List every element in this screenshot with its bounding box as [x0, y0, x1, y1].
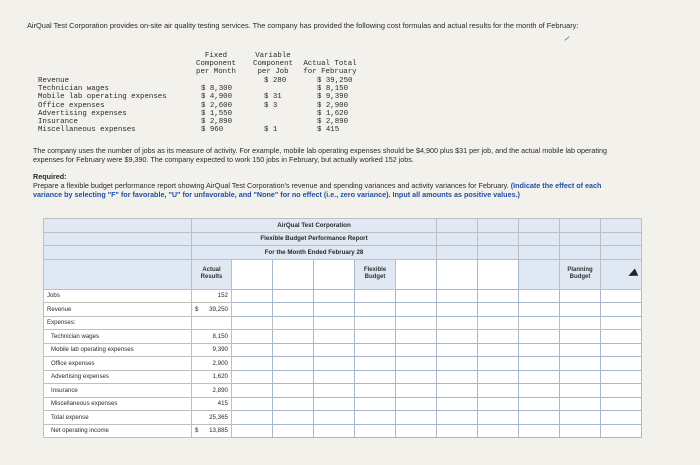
cell-input[interactable] [232, 303, 273, 317]
variable-header: Variable Component per Job [253, 52, 293, 77]
cell-input[interactable] [601, 330, 642, 344]
cell-input[interactable] [560, 330, 601, 344]
required-section [33, 172, 623, 199]
cell-input[interactable] [519, 424, 560, 438]
cell-input[interactable] [355, 289, 396, 303]
cell-input[interactable] [232, 330, 273, 344]
row-label-wages: Technician wages [44, 330, 192, 344]
cell-input[interactable] [478, 343, 519, 357]
cell-input[interactable] [478, 397, 519, 411]
cell-input[interactable] [601, 357, 642, 371]
cell-input[interactable] [273, 303, 314, 317]
cell-input[interactable] [560, 397, 601, 411]
cell-input[interactable] [519, 343, 560, 357]
performance-report-table [43, 218, 642, 438]
cell-input[interactable] [519, 370, 560, 384]
cell-input[interactable] [355, 397, 396, 411]
cell-input[interactable] [232, 384, 273, 398]
cell-input[interactable] [601, 411, 642, 425]
cell-input[interactable] [601, 303, 642, 317]
cell-input[interactable] [560, 424, 601, 438]
cell-input[interactable] [437, 357, 478, 371]
cell-input[interactable] [232, 289, 273, 303]
cell-input[interactable] [273, 330, 314, 344]
cell-input[interactable] [355, 424, 396, 438]
intro-text: AirQual Test Corporation provides on-site air quality testing services. The company has provided the following cost formulas and actual results for the month of February: [27, 21, 579, 30]
cell-input[interactable] [396, 411, 437, 425]
cell-input[interactable] [355, 303, 396, 317]
cell-input[interactable] [601, 370, 642, 384]
cell-input[interactable] [273, 384, 314, 398]
row-label-insurance: Insurance [44, 384, 192, 398]
report-period: For the Month Ended February 28 [192, 246, 437, 260]
cell-input[interactable] [273, 289, 314, 303]
cell-input[interactable] [560, 370, 601, 384]
cell-input[interactable] [232, 357, 273, 371]
cell-input[interactable] [232, 397, 273, 411]
cell-input[interactable] [519, 330, 560, 344]
cell-input[interactable] [478, 330, 519, 344]
row-label-revenue: Revenue [44, 303, 192, 317]
row-label-net-income: Net operating income [44, 424, 192, 438]
cell-input[interactable] [560, 343, 601, 357]
cell-input[interactable] [519, 303, 560, 317]
cell-input[interactable] [560, 303, 601, 317]
formula-labels: Revenue Technician wages Mobile lab operating expenses Office expenses Advertising expenses Insurance Miscellaneous expenses [38, 77, 167, 135]
cell-input[interactable] [273, 411, 314, 425]
fixed-values: $ 8,300 $ 4,900 $ 2,600 $ 1,550 $ 2,890 $ 960 [201, 85, 233, 135]
row-label-expenses: Expenses: [44, 316, 192, 330]
fixed-header: Fixed Component per Month [196, 52, 236, 77]
cell-input[interactable] [437, 384, 478, 398]
cell-input[interactable] [478, 303, 519, 317]
cell-input[interactable] [232, 343, 273, 357]
cell-input[interactable] [478, 289, 519, 303]
dollar-sign: $ [195, 305, 199, 313]
required-text: Prepare a flexible budget performance report showing AirQual Test Corporation's revenue and spending variances and activity variances for February. [33, 181, 509, 190]
cell-input[interactable] [601, 343, 642, 357]
variance-label-input[interactable] [478, 259, 519, 289]
actual-net-income: 13,885 [209, 427, 228, 435]
cell-input[interactable] [396, 343, 437, 357]
cell-input[interactable] [560, 289, 601, 303]
cell-input[interactable] [314, 357, 355, 371]
cell-input[interactable] [396, 289, 437, 303]
actual-advertising: 1,620 [192, 370, 232, 384]
cell-input[interactable] [396, 424, 437, 438]
cell-input[interactable] [519, 357, 560, 371]
cell-input[interactable] [437, 330, 478, 344]
row-label-total: Total expense [44, 411, 192, 425]
cell-input[interactable] [355, 370, 396, 384]
cell-input[interactable] [601, 384, 642, 398]
explanation-text: The company uses the number of jobs as its measure of activity. For example, mobile lab operating expenses should be $4,900 plus $31 per job, and the actual mobile lab operating expenses for February were $9,390. The company expected to work 150 jobs in February, but actually worked 152 jobs. [33, 146, 608, 164]
cell-input[interactable] [437, 303, 478, 317]
cell-input[interactable] [314, 424, 355, 438]
actual-wages: 8,150 [192, 330, 232, 344]
actual-total: 25,365 [192, 411, 232, 425]
cell-input[interactable] [437, 289, 478, 303]
actual-insurance: 2,890 [192, 384, 232, 398]
row-label-jobs: Jobs [44, 289, 192, 303]
cell-input[interactable] [437, 370, 478, 384]
cell-input[interactable] [396, 370, 437, 384]
pen-mark-icon [564, 36, 569, 41]
cell-input[interactable] [437, 343, 478, 357]
cell-input[interactable] [355, 357, 396, 371]
actual-mobile: 9,390 [192, 343, 232, 357]
report-title: AirQual Test Corporation [192, 219, 437, 233]
cell-input[interactable] [273, 343, 314, 357]
cell-input[interactable] [314, 343, 355, 357]
cell-input[interactable] [314, 303, 355, 317]
actual-office: 2,900 [192, 357, 232, 371]
cell-input[interactable] [519, 289, 560, 303]
row-label-mobile: Mobile lab operating expenses [44, 343, 192, 357]
variance-label-input[interactable] [437, 259, 478, 289]
required-instruction: (Indicate the effect of each variance by selecting "F" for favorable, "U" for unfavorable, and "None" for no effect (i.e., zero variance). Input all amounts as positive values.) [33, 181, 602, 199]
cell-input[interactable] [232, 370, 273, 384]
actual-jobs: 152 [192, 289, 232, 303]
cell-input[interactable] [396, 303, 437, 317]
cell-input[interactable] [355, 330, 396, 344]
cell-input[interactable] [478, 411, 519, 425]
row-label-office: Office expenses [44, 357, 192, 371]
actual-misc: 415 [192, 397, 232, 411]
cell-input[interactable] [273, 397, 314, 411]
cell-input[interactable] [519, 397, 560, 411]
cell-input[interactable] [478, 370, 519, 384]
cell-input[interactable] [601, 289, 642, 303]
variance-label-input[interactable] [314, 259, 355, 289]
cell-input[interactable] [478, 357, 519, 371]
cell-input[interactable] [314, 289, 355, 303]
cell-input[interactable] [355, 384, 396, 398]
cell-input[interactable] [273, 370, 314, 384]
cell-input[interactable] [601, 424, 642, 438]
cell-input[interactable] [273, 424, 314, 438]
cell-input[interactable] [519, 384, 560, 398]
variance-label-input[interactable] [396, 259, 437, 289]
cell-input[interactable] [437, 411, 478, 425]
cell-input[interactable] [437, 397, 478, 411]
cell-input[interactable] [560, 357, 601, 371]
cell-input[interactable] [314, 370, 355, 384]
cell-input[interactable] [314, 330, 355, 344]
cell-input[interactable] [478, 384, 519, 398]
dollar-sign: $ [195, 427, 199, 435]
cell-input[interactable] [396, 384, 437, 398]
row-label-misc: Miscellaneous expenses [44, 397, 192, 411]
cell-input[interactable] [437, 424, 478, 438]
cell-input[interactable] [232, 411, 273, 425]
actual-values: $ 39,250 $ 8,150 $ 9,390 $ 2,900 $ 1,620 $ 2,890 $ 415 [317, 77, 353, 135]
cell-input[interactable] [355, 343, 396, 357]
cell-input[interactable] [601, 397, 642, 411]
cell-input[interactable] [478, 424, 519, 438]
cell-input[interactable] [314, 384, 355, 398]
cell-input[interactable] [560, 411, 601, 425]
required-title: Required: [33, 172, 67, 181]
cell-input[interactable] [273, 357, 314, 371]
col-flexible-budget: Flexible Budget [355, 259, 396, 289]
variance-label-input[interactable] [273, 259, 314, 289]
variable-values: $ 280 $ 31 $ 3 $ 1 [264, 77, 287, 135]
cell-input[interactable] [396, 357, 437, 371]
cell-input[interactable] [519, 411, 560, 425]
actual-revenue: 39,250 [209, 305, 228, 313]
col-planning-budget: Planning Budget [560, 259, 601, 289]
cell-input[interactable] [396, 330, 437, 344]
variance-label-input[interactable] [232, 259, 273, 289]
row-label-advertising: Advertising expenses [44, 370, 192, 384]
actual-header: Actual Total for February [303, 60, 357, 77]
col-actual-results: Actual Results [192, 259, 232, 289]
cell-input[interactable] [355, 411, 396, 425]
cell-input[interactable] [314, 411, 355, 425]
cell-input[interactable] [232, 424, 273, 438]
cell-input[interactable] [560, 384, 601, 398]
cell-input[interactable] [396, 397, 437, 411]
cell-input[interactable] [314, 397, 355, 411]
report-subtitle: Flexible Budget Performance Report [192, 232, 437, 246]
